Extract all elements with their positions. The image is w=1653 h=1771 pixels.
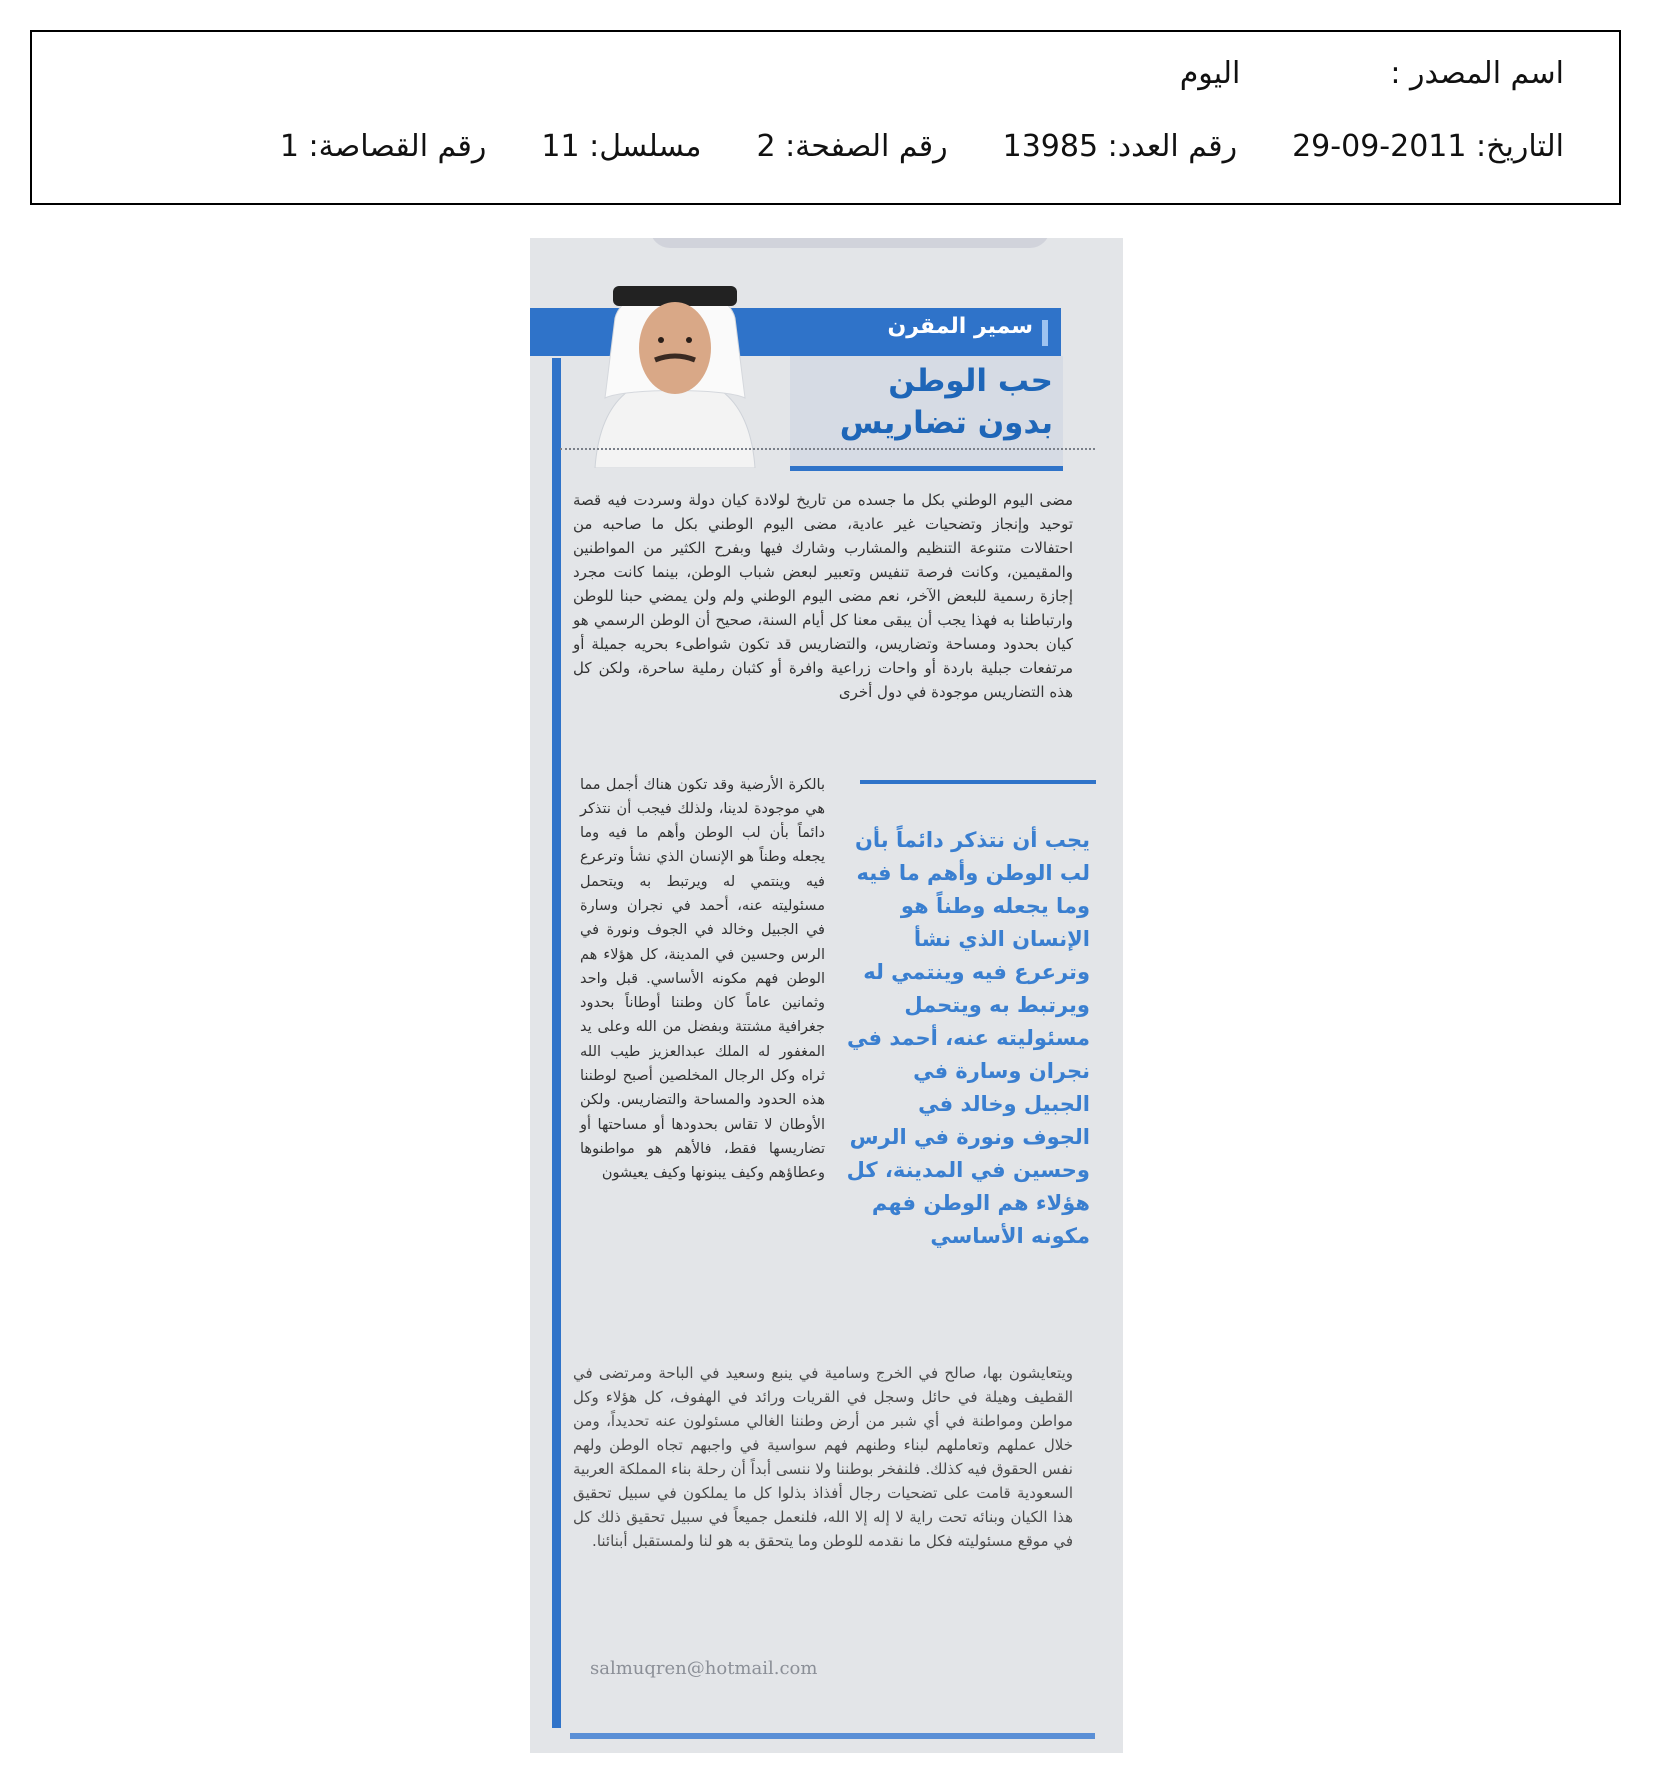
author-accent	[1042, 320, 1048, 346]
clip-top-edge	[650, 238, 1050, 248]
page-field: رقم الصفحة: 2	[756, 129, 948, 164]
article-closing: ويتعايشون بها، صالح في الخرج وسامية في ينبع وسعيد في الباحة ومرتضى في القطيف وهيلة في حائل وسجل في القريات ورائد في الهفوف، كل هؤلاء وكل مواطن ومواطنة في أي شبر من أرض وطننا الغالي مسئولون عنه تحديداً، ومن خلال عملهم وتعاملهم لبناء وطنهم فهم سواسية في واجبهم تجاه الوطن ولهم نفس الحقوق فيه كذلك. فلنفخر بوطننا ولا ننسى أبداً أن رحلة بناء المملكة العربية السعودية قامت على تضحيات رجال أفذاذ بذلوا كل ما يملكون في سبيل تحقيق هذا الكيان وبنائه تحت راية لا إله إلا الله، فلنعمل جميعاً في سبيل تحقيق ذلك كل في موقع مسئوليته فكل ما نقدمه للوطن وما يتحقق به هو لنا ولمستقبل أبنائنا.	[573, 1364, 1073, 1550]
left-accent-rule	[552, 358, 561, 1728]
author-name: سمير المقرن	[887, 314, 1033, 339]
meta-source-row	[1180, 56, 1564, 91]
pull-quote: يجب أن نتذكر دائماً بأن لب الوطن وأهم ما فيه وما يجعله وطناً هو الإنسان الذي نشأ وترعرع فيه وينتمي له ويرتبط به ويتحمل مسئوليته عنه، أحمد في نجران وسارة في الجبيل وخالد في الجوف ونورة في الرس وحسين في المدينة، كل هؤلاء هم الوطن فهم مكونه الأساسي	[846, 828, 1090, 1248]
pull-quote-rule	[860, 780, 1096, 784]
source-label: اسم المصدر :	[1390, 56, 1564, 91]
author-email: salmuqren@hotmail.com	[590, 1658, 818, 1679]
source-value: اليوم	[1179, 56, 1241, 91]
article-column: بالكرة الأرضية وقد تكون هناك أجمل مما هي موجودة لدينا، ولذلك فيجب أن نتذكر دائماً بأن لب الوطن وأهم ما فيه وما يجعله وطناً هو الإنسان الذي نشأ وترعرع فيه وينتمي له ويرتبط به ويتحمل مسئوليته عنه، أحمد في نجران وسارة في الجبيل وخالد في الجوف ونورة في الرس وحسين في المدينة، كل هؤلاء هم الوطن فهم مكونه الأساسي. قبل واحد وثمانين عاماً كان وطننا أوطاناً بحدود جغرافية مشتتة وبفضل من الله وعلى يد المغفور له الملك عبدالعزيز طيب الله ثراه وكل الرجال المخلصين أصبح لوطننا هذه الحدود والمساحة والتضاريس. ولكن الأوطان لا تقاس بحدودها أو مساحتها أو تضاريسها فقط، فالأهم هو مواطنوها وعطاؤهم وكيف يبنونها وكيف يعيشون	[580, 776, 825, 1182]
issue-field: رقم العدد: 13985	[1002, 129, 1238, 164]
article-title	[773, 360, 1053, 444]
date-field: التاريخ: 2011-09-29	[1292, 129, 1564, 164]
newspaper-clipping	[530, 238, 1123, 1753]
metadata-box	[30, 30, 1621, 205]
meta-details-row	[280, 129, 1564, 164]
bottom-accent-rule	[570, 1733, 1095, 1739]
header-divider	[560, 448, 1095, 450]
clip-field: رقم القصاصة: 1	[279, 129, 487, 164]
title-line-1: حب الوطن	[888, 363, 1053, 399]
author-photo-icon	[585, 248, 765, 468]
article-lead: مضى اليوم الوطني بكل ما جسده من تاريخ لولادة كيان دولة وسردت فيه قصة توحيد وإنجاز وتضحيات غير عادية، مضى اليوم الوطني بكل ما صاحبه من احتفالات متنوعة التنظيم والمشارب وشارك فيها وبفرح الكثير من المواطنين والمقيمين، وكانت فرصة تنفيس وتعبير لبعض شباب الوطن، بينما كانت مجرد إجازة رسمية للبعض الآخر، نعم مضى اليوم الوطني ولم ولن يمضي حبنا للوطن وارتباطنا به فهذا يجب أن يبقى معنا كل أيام السنة، صحيح أن الوطن الرسمي هو كيان بحدود ومساحة وتضاريس، والتضاريس قد تكون شواطىء بحريه جميلة أو مرتفعات جبلية باردة أو واحات زراعية وافرة أو كثبان رملية ساحرة، ولكن كل هذه التضاريس موجودة في دول أخرى	[573, 491, 1073, 701]
title-line-2: بدون تضاريس	[839, 405, 1053, 441]
serial-field: مسلسل: 11	[541, 129, 702, 164]
